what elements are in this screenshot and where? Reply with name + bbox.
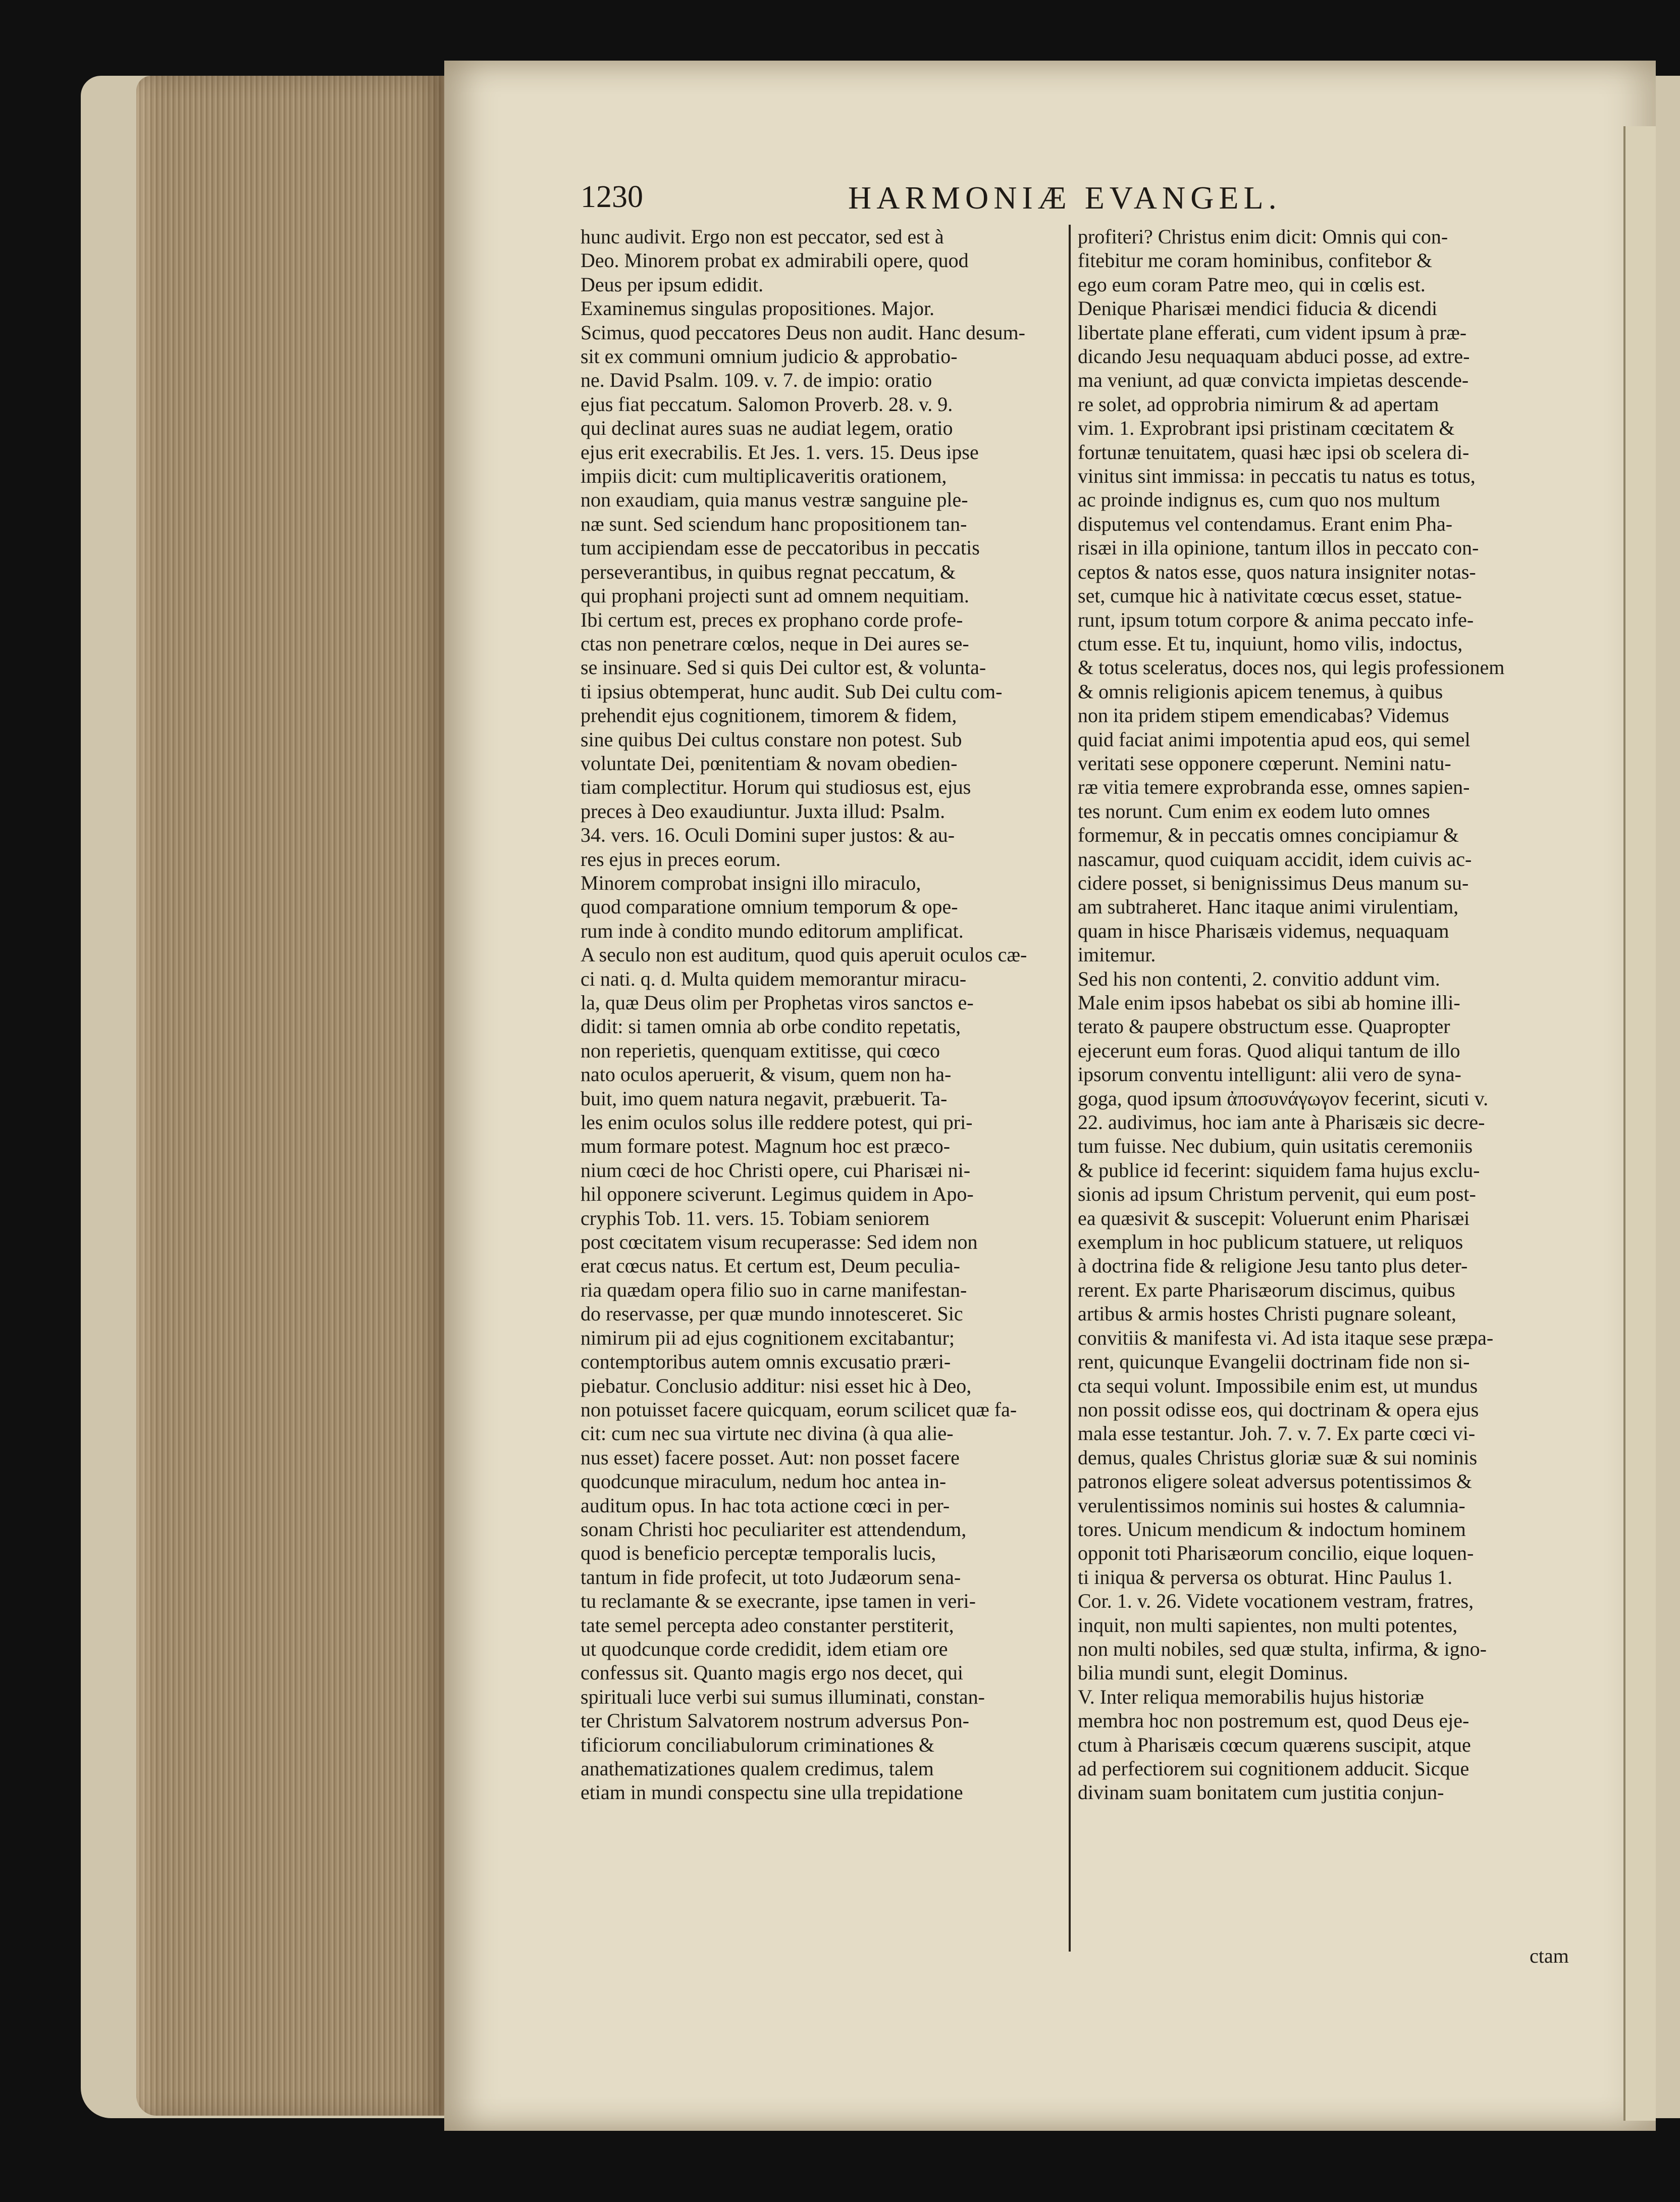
text-line: Deus per ipsum edidit. <box>581 273 764 296</box>
text-line: auditum opus. In hac tota actione cœci in per- <box>581 1494 950 1517</box>
text-line: Minorem comprobat insigni illo miraculo, <box>581 871 921 894</box>
text-line: cryphis Tob. 11. vers. 15. Tobiam seniorem <box>581 1206 930 1230</box>
right-text-column <box>1078 225 1557 1972</box>
text-line: rerent. Ex parte Pharisæorum discimus, quibus <box>1078 1278 1455 1301</box>
text-line: tores. Unicum mendicum & indoctum hominem <box>1078 1517 1466 1541</box>
text-line: vinitus sint immissa: in peccatis tu natus es totus, <box>1078 465 1476 488</box>
text-line: non potuisset facere quicquam, eorum scilicet quæ fa- <box>581 1398 1017 1421</box>
text-line: 34. vers. 16. Oculi Domini super justos: & au- <box>581 824 955 847</box>
text-line: voluntate Dei, pœnitentiam & novam obedien- <box>581 751 958 775</box>
text-line: terato & paupere obstructum esse. Quapropter <box>1078 1015 1450 1038</box>
text-line: disputemus vel contendamus. Erant enim Pha- <box>1078 512 1453 535</box>
text-line: tiam complectitur. Horum qui studiosus est, ejus <box>581 776 971 799</box>
text-line: membra hoc non postremum est, quod Deus eje- <box>1078 1709 1469 1732</box>
text-line: risæi in illa opinione, tantum illos in peccato con- <box>1078 536 1479 559</box>
text-line: didit: si tamen omnia ab orbe condito repetatis, <box>581 1015 961 1038</box>
text-line: ceptos & natos esse, quos natura insigniter notas- <box>1078 560 1476 583</box>
text-line: non multi nobiles, sed quæ stulta, infirma, & igno- <box>1078 1637 1487 1660</box>
text-line: perseverantibus, in quibus regnat peccatum, & <box>581 560 956 583</box>
text-line: ejus erit execrabilis. Et Jes. 1. vers. 15. Deus ipse <box>581 440 979 464</box>
text-line: quid faciat animi impotentia apud eos, qui semel <box>1078 728 1471 751</box>
text-line: veritati sese opponere cœperunt. Nemini natu- <box>1078 751 1451 775</box>
text-line: convitiis & manifesta vi. Ad ista itaque sese præpa- <box>1078 1326 1494 1349</box>
text-line: nimirum pii ad ejus cognitionem excitabantur; <box>581 1326 955 1349</box>
text-line: non exaudiam, quia manus vestræ sanguine ple- <box>581 488 968 511</box>
text-line: 22. audivimus, hoc iam ante à Pharisæis sic decre- <box>1078 1111 1485 1134</box>
text-line: ac proinde indignus es, cum quo nos multum <box>1078 488 1440 511</box>
text-line: nus esset) facere posset. Aut: non posset facere <box>581 1446 960 1469</box>
text-line: Sed his non contenti, 2. convitio addunt vim. <box>1078 967 1440 990</box>
text-line: & omnis religionis apicem tenemus, à quibus <box>1078 680 1443 703</box>
text-line: nascamur, quod cuiquam accidit, idem cuivis ac- <box>1078 847 1472 870</box>
column-rule <box>1069 225 1071 1952</box>
text-line: Male enim ipsos habebat os sibi ab homine illi- <box>1078 991 1460 1014</box>
text-line: Deo. Minorem probat ex admirabili opere, quod <box>581 249 969 272</box>
text-line: rum inde à condito mundo editorum amplificat. <box>581 919 964 942</box>
text-line: anathematizationes qualem credimus, talem <box>581 1757 934 1780</box>
text-line: quodcunque miraculum, nedum hoc antea in- <box>581 1470 947 1493</box>
text-line: artibus & armis hostes Christi pugnare soleant, <box>1078 1302 1456 1325</box>
text-line: preces à Deo exaudiuntur. Juxta illud: Psalm. <box>581 799 946 823</box>
text-line: non ita pridem stipem emendicabas? Videmus <box>1078 704 1449 727</box>
text-line: vim. 1. Exprobrant ipsi pristinam cœcitatem & <box>1078 417 1455 440</box>
text-line: A seculo non est auditum, quod quis aperuit oculos cæ- <box>581 943 1027 966</box>
text-line: ria quædam opera filio suo in carne manifestan- <box>581 1278 967 1301</box>
text-line: non reperietis, quenquam extitisse, qui cœco <box>581 1039 940 1062</box>
text-line: ctas non penetrare cœlos, neque in Dei aures se- <box>581 632 969 655</box>
text-line: ti ipsius obtemperat, hunc audit. Sub Dei cultu com- <box>581 680 1003 703</box>
text-line: nium cœci de hoc Christi opere, cui Pharisæi ni- <box>581 1158 971 1182</box>
text-line: ræ vitia temere exprobranda esse, omnes sapien- <box>1078 776 1470 799</box>
text-line: tate semel percepta adeo constanter perstiterit, <box>581 1613 954 1636</box>
text-line: à doctrina fide & religione Jesu tanto plus deter- <box>1078 1254 1468 1277</box>
text-line: post cœcitatem visum recuperasse: Sed idem non <box>581 1231 978 1254</box>
text-line: runt, ipsum totum corpore & anima peccato infe- <box>1078 608 1474 631</box>
text-line: formemur, & in peccatis omnes concipiamur & <box>1078 824 1459 847</box>
text-line: ti iniqua & perversa os obturat. Hinc Paulus 1. <box>1078 1565 1453 1589</box>
text-line: imitemur. <box>1078 943 1156 966</box>
text-line: set, cumque hic à nativitate cœcus esset, statue- <box>1078 584 1462 607</box>
left-text-column <box>581 225 1060 1972</box>
text-line: piebatur. Conclusio additur: nisi esset hic à Deo, <box>581 1374 972 1397</box>
text-line: erat cœcus natus. Et certum est, Deum peculia- <box>581 1254 960 1277</box>
text-line: impiis dicit: cum multiplicaveritis orationem, <box>581 465 947 488</box>
text-line: do reservasse, per quæ mundo innotesceret. Sic <box>581 1302 963 1325</box>
text-line: profiteri? Christus enim dicit: Omnis qui con- <box>1078 225 1448 248</box>
page-number: 1230 <box>581 180 643 214</box>
text-line: confessus sit. Quanto magis ergo nos decet, qui <box>581 1661 964 1684</box>
text-line: spirituali luce verbi sui sumus illuminati, constan- <box>581 1685 985 1708</box>
text-line: verulentissimos nominis sui hostes & calumnia- <box>1078 1494 1465 1517</box>
text-line: non possit odisse eos, qui doctrinam & opera ejus <box>1078 1398 1479 1421</box>
text-line: les enim oculos solus ille reddere potest, qui pri- <box>581 1111 973 1134</box>
text-line: sit ex communi omnium judicio & approbatio- <box>581 345 958 368</box>
text-line: rent, quicunque Evangelii doctrinam fide non si- <box>1078 1350 1470 1373</box>
text-line: la, quæ Deus olim per Prophetas viros sanctos e- <box>581 991 974 1014</box>
running-title: HARMONIÆ EVANGEL. <box>848 180 1282 216</box>
text-line: opponit toti Pharisæorum concilio, eique loquen- <box>1078 1542 1474 1565</box>
text-line: Scimus, quod peccatores Deus non audit. Hanc desum- <box>581 321 1025 344</box>
text-line: goga, quod ipsum ἀποσυνάγωγον fecerint, sicuti v. <box>1078 1087 1489 1110</box>
text-line: ne. David Psalm. 109. v. 7. de impio: oratio <box>581 369 932 392</box>
text-line: prehendit ejus cognitionem, timorem & fidem, <box>581 704 957 727</box>
text-line: tificiorum conciliabulorum criminationes & <box>581 1733 934 1756</box>
text-line: hunc audivit. Ergo non est peccator, sed est à <box>581 225 944 248</box>
text-line: divinam suam bonitatem cum justitia conjun- <box>1078 1781 1444 1804</box>
text-line: tes norunt. Cum enim ex eodem luto omnes <box>1078 799 1430 823</box>
text-line: ea quæsivit & suscepit: Voluerunt enim Pharisæi <box>1078 1206 1470 1230</box>
page-edges <box>136 76 449 2116</box>
text-line: quod is beneficio perceptæ temporalis lucis, <box>581 1542 936 1565</box>
text-line: ctum esse. Et tu, inquiunt, homo vilis, indoctus, <box>1078 632 1463 655</box>
text-line: libertate plane efferati, cum vident ipsum à præ- <box>1078 321 1467 344</box>
text-line: qui prophani projecti sunt ad omnem nequitiam. <box>581 584 969 607</box>
text-line: ter Christum Salvatorem nostrum adversus Pon- <box>581 1709 969 1732</box>
text-line: tu reclamante & se execrante, ipse tamen in veri- <box>581 1590 976 1613</box>
text-line: bilia mundi sunt, elegit Dominus. <box>1078 1661 1348 1684</box>
text-line: ctum à Pharisæis cœcum quærens suscipit, atque <box>1078 1733 1471 1756</box>
text-line: quam in hisce Pharisæis videmus, nequaquam <box>1078 919 1449 942</box>
text-line: se insinuare. Sed si quis Dei cultor est, & volunta- <box>581 656 986 679</box>
text-line: etiam in mundi conspectu sine ulla trepidatione <box>581 1781 963 1804</box>
text-line: ego eum coram Patre meo, qui in cœlis est. <box>1078 273 1426 296</box>
text-line: ma veniunt, ad quæ convicta impietas descende- <box>1078 369 1469 392</box>
text-line: qui declinat aures suas ne audiat legem, oratio <box>581 417 953 440</box>
text-line: cta sequi volunt. Impossibile enim est, ut mundus <box>1078 1374 1478 1397</box>
text-line: mum formare potest. Magnum hoc est præco- <box>581 1135 951 1158</box>
text-line: sonam Christi hoc peculiariter est attendendum, <box>581 1517 967 1541</box>
text-line: ejecerunt eum foras. Quod aliqui tantum de illo <box>1078 1039 1460 1062</box>
text-line: Cor. 1. v. 26. Videte vocationem vestram, fratres, <box>1078 1590 1474 1613</box>
text-line: quod comparatione omnium temporum & ope- <box>581 895 958 918</box>
text-line: Ibi certum est, preces ex prophano corde profe- <box>581 608 963 631</box>
text-line: tum accipiendam esse de peccatoribus in peccatis <box>581 536 980 559</box>
text-line: re solet, ad opprobria nimirum & ad apertam <box>1078 392 1439 416</box>
text-line: sionis ad ipsum Christum pervenit, qui eum post- <box>1078 1183 1476 1206</box>
text-line: Denique Pharisæi mendici fiducia & dicendi <box>1078 297 1438 320</box>
text-line: tum fuisse. Nec dubium, quin usitatis ceremoniis <box>1078 1135 1473 1158</box>
text-line: contemptoribus autem omnis excusatio præri- <box>581 1350 951 1373</box>
text-line: ci nati. q. d. Multa quidem memorantur miracu- <box>581 967 967 990</box>
text-line: mala esse testantur. Joh. 7. v. 7. Ex parte cœci vi- <box>1078 1422 1476 1445</box>
text-line: hil opponere sciverunt. Legimus quidem in Apo- <box>581 1183 974 1206</box>
text-line: ad perfectiorem sui cognitionem adducit. Sicque <box>1078 1757 1469 1780</box>
text-line: cidere posset, si benignissimus Deus manum su- <box>1078 871 1469 894</box>
text-line: Examinemus singulas propositiones. Major. <box>581 297 935 320</box>
facing-page-edge <box>1623 126 1656 2121</box>
text-line: fitebitur me coram hominibus, confitebor & <box>1078 249 1433 272</box>
text-line: demus, quales Christus gloriæ suæ & sui nominis <box>1078 1446 1478 1469</box>
page-header <box>581 179 1605 225</box>
text-line: næ sunt. Sed sciendum hanc propositionem tan- <box>581 512 967 535</box>
text-line: patronos eligere soleat adversus potentissimos & <box>1078 1470 1472 1493</box>
catchword: ctam <box>1530 1944 1569 1967</box>
text-line: tantum in fide profecit, ut toto Judæorum sena- <box>581 1565 961 1589</box>
text-line: cit: cum nec sua virtute nec divina (à qua alie- <box>581 1422 954 1445</box>
text-line: ejus fiat peccatum. Salomon Proverb. 28. v. 9. <box>581 392 953 416</box>
text-line: & publice id fecerint: siquidem fama hujus exclu- <box>1078 1158 1480 1182</box>
text-line: buit, imo quem natura negavit, præbuerit. Ta- <box>581 1087 948 1110</box>
text-line: am subtraheret. Hanc itaque animi virulentiam, <box>1078 895 1459 918</box>
text-line: ipsorum conventu intelligunt: alii vero de syna- <box>1078 1063 1461 1086</box>
text-line: & totus sceleratus, doces nos, qui legis professionem <box>1078 656 1505 679</box>
text-line: fortunæ tenuitatem, quasi hæc ipsi ob scelera di- <box>1078 440 1469 464</box>
text-line: sine quibus Dei cultus constare non potest. Sub <box>581 728 962 751</box>
text-line: V. Inter reliqua memorabilis hujus historiæ <box>1078 1685 1424 1708</box>
text-line: exemplum in hoc publicum statuere, ut reliquos <box>1078 1231 1463 1254</box>
text-line: nato oculos aperuerit, & visum, quem non ha- <box>581 1063 952 1086</box>
text-line: dicando Jesu nequaquam abduci posse, ad extre- <box>1078 345 1470 368</box>
text-line: inquit, non multi sapientes, non multi potentes, <box>1078 1613 1458 1636</box>
text-line: res ejus in preces eorum. <box>581 847 781 870</box>
text-line: ut quodcunque corde credidit, idem etiam ore <box>581 1637 948 1660</box>
